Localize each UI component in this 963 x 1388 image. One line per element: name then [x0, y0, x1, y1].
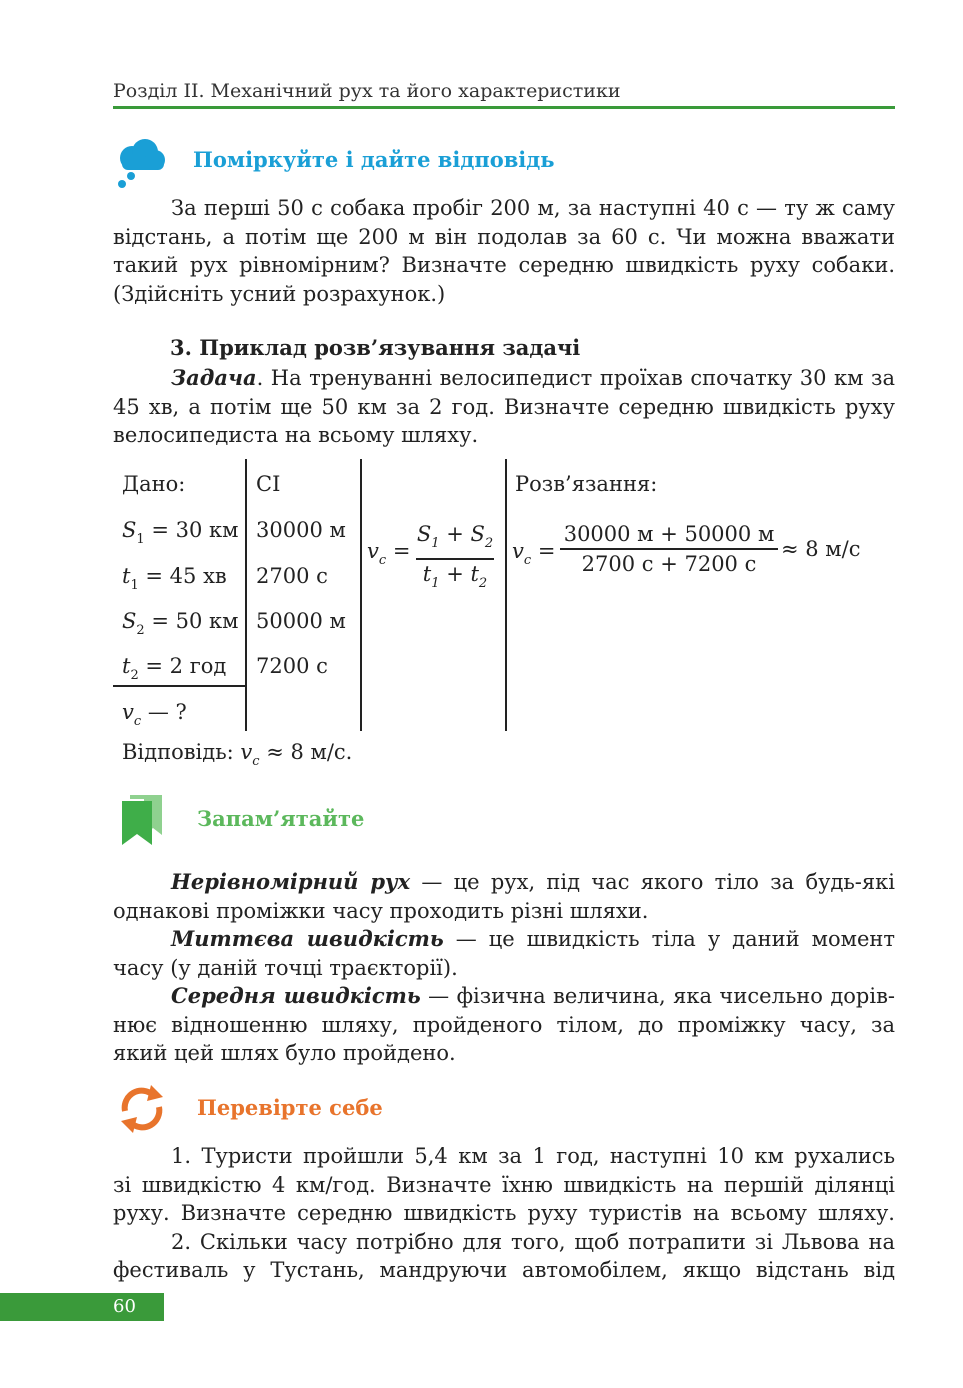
formula-numerator	[416, 521, 494, 557]
given-sub: 2	[136, 623, 145, 638]
remember-definitions	[113, 868, 895, 1068]
given-var: t	[122, 654, 131, 678]
fraction-bar	[560, 548, 778, 550]
given-value: = 50 км	[144, 609, 239, 633]
given-row	[122, 516, 238, 554]
calc-result: ≈ 8 м/с	[781, 537, 861, 561]
calc-numerator: 30000 м + 50000 м	[563, 522, 775, 546]
calc-sub: c	[523, 553, 532, 568]
fraction-bar	[416, 558, 494, 560]
given-header: Дано:	[122, 472, 186, 496]
def3-line3: який цей шлях було пройдено.	[113, 1041, 456, 1065]
remember-title: Запам’ятайте	[197, 806, 365, 831]
check-questions	[113, 1142, 895, 1285]
think-line: (Здійсніть усний розрахунок.)	[113, 281, 446, 306]
given-value: = 2 год	[138, 654, 227, 678]
calc-eq: =	[531, 539, 556, 563]
def2-line2: часу (у даній точці траєкторії).	[113, 955, 458, 980]
chapter-header: Розділ ІІ. Механічний рух та його характеристики	[113, 80, 621, 102]
think-title: Поміркуйте і дайте відповідь	[193, 147, 555, 172]
task-line-3: велосипедиста на всьому шляху.	[113, 423, 479, 447]
example-heading: 3. Приклад розв’язування задачі	[170, 335, 581, 360]
given-row	[122, 607, 238, 645]
page-number-bar	[0, 1293, 164, 1321]
calc-fraction	[560, 521, 778, 577]
formula-eq: =	[386, 539, 411, 563]
formula-denominator	[416, 561, 494, 597]
task-label: Задача	[171, 365, 257, 390]
calc-var: v	[512, 539, 524, 563]
bookmark-icon	[122, 795, 164, 845]
given-var: t	[122, 564, 131, 588]
cloud-icon	[114, 138, 168, 190]
def1-text: — це рух, під час якого тіло за будь-які	[410, 870, 895, 894]
think-text	[113, 194, 895, 308]
given-sub: 1	[130, 578, 139, 593]
den-a-sub: 1	[431, 576, 440, 591]
den-a: t	[422, 562, 432, 586]
num-a-sub: 1	[431, 536, 440, 551]
table-divider	[505, 459, 507, 731]
given-sub: 1	[136, 532, 145, 547]
def1-term: Нерівномірний рух	[171, 869, 411, 894]
task-line-2: 45 хв, а потім ще 50 км за 2 год. Визначте середню швидкість руху	[113, 394, 895, 419]
given-var: S	[122, 609, 137, 633]
si-value: 50000 м	[256, 609, 346, 633]
unknown-rest: — ?	[141, 700, 187, 724]
unknown-var: v	[122, 700, 134, 724]
solution-header: Розв’язання:	[515, 472, 658, 496]
si-value: 2700 с	[256, 564, 328, 588]
given-value: = 45 хв	[138, 564, 227, 588]
given-sub: 2	[130, 668, 139, 683]
num-plus: +	[439, 522, 471, 546]
answer-var: v	[240, 740, 253, 764]
answer-sub: c	[252, 754, 260, 769]
num-b: S	[470, 522, 485, 546]
num-b-sub: 2	[484, 536, 494, 551]
den-b: t	[470, 562, 479, 586]
check-title: Перевірте себе	[197, 1095, 383, 1120]
table-divider	[245, 459, 247, 731]
example-task	[113, 364, 895, 450]
def2-line1	[113, 925, 895, 954]
si-value: 30000 м	[256, 518, 346, 542]
def2-text: — це швидкість тіла у даний момент	[443, 927, 895, 951]
formula-sub: c	[378, 553, 387, 568]
def3-line1	[113, 982, 895, 1011]
answer-label: Відповідь:	[122, 740, 241, 764]
num-a: S	[416, 522, 432, 546]
def1-line1	[113, 868, 895, 897]
refresh-arrows-icon	[117, 1085, 167, 1133]
si-value: 7200 с	[256, 654, 328, 678]
def1-line2: однакові проміжки часу проходить різні шляхи.	[113, 898, 649, 923]
think-line: За перші 50 с собака пробіг 200 м, за наступні 40 с — ту ж саму	[171, 196, 895, 220]
def2-term: Миттєва швидкість	[171, 926, 444, 951]
page-number: 60	[113, 1296, 136, 1317]
calc-denominator: 2700 с + 7200 с	[581, 552, 757, 576]
q2-line: 2. Скільки часу потрібно для того, щоб потрапити зі Львова на	[171, 1229, 895, 1254]
def3-term: Середня швидкість	[171, 983, 421, 1008]
header-rule	[113, 106, 895, 109]
formula-lhs	[367, 537, 410, 575]
q1-line: зі швидкістю 4 км/год. Визначте їхню швидкість на першій ділянці	[113, 1172, 895, 1197]
think-line: такий рух рівномірним? Визначте середню швидкість руху собаки.	[113, 253, 895, 277]
den-b-sub: 2	[478, 576, 488, 591]
table-divider	[360, 459, 362, 731]
formula-var: v	[367, 539, 379, 563]
def3-text: — фізична величина, яка чисельно дорів-	[420, 984, 895, 1008]
q1-line: руху. Визначте середню швидкість руху туристів на всьому шляху.	[113, 1201, 895, 1225]
q1-line: 1. Туристи пройшли 5,4 км за 1 год, наступні 10 км рухались	[171, 1144, 895, 1168]
formula-fraction	[416, 521, 494, 597]
calc-lhs	[512, 537, 555, 575]
given-var: S	[122, 518, 137, 542]
think-line: відстань, а потім ще 200 м він подолав за 60 с. Чи можна вважати	[113, 224, 895, 249]
si-header: СІ	[256, 472, 281, 496]
den-plus: +	[439, 562, 471, 586]
given-row	[122, 562, 227, 600]
def3-line2: нює відношенню шляху, пройденого тілом, до проміжку часу, за	[113, 1012, 895, 1037]
given-value: = 30 км	[144, 518, 239, 542]
answer-rest: ≈ 8 м/с.	[259, 740, 353, 764]
task-line1-text: . На тренуванні велосипедист проїхав спочатку 30 км за	[256, 366, 895, 390]
q2-line: фестиваль у Тустань, мандруючи автомобілем, якщо відстань від	[113, 1258, 895, 1282]
given-row	[122, 652, 226, 690]
unknown-sub: c	[133, 714, 142, 729]
task-line-1	[113, 364, 895, 393]
unknown-row	[122, 698, 187, 736]
answer	[122, 740, 352, 769]
